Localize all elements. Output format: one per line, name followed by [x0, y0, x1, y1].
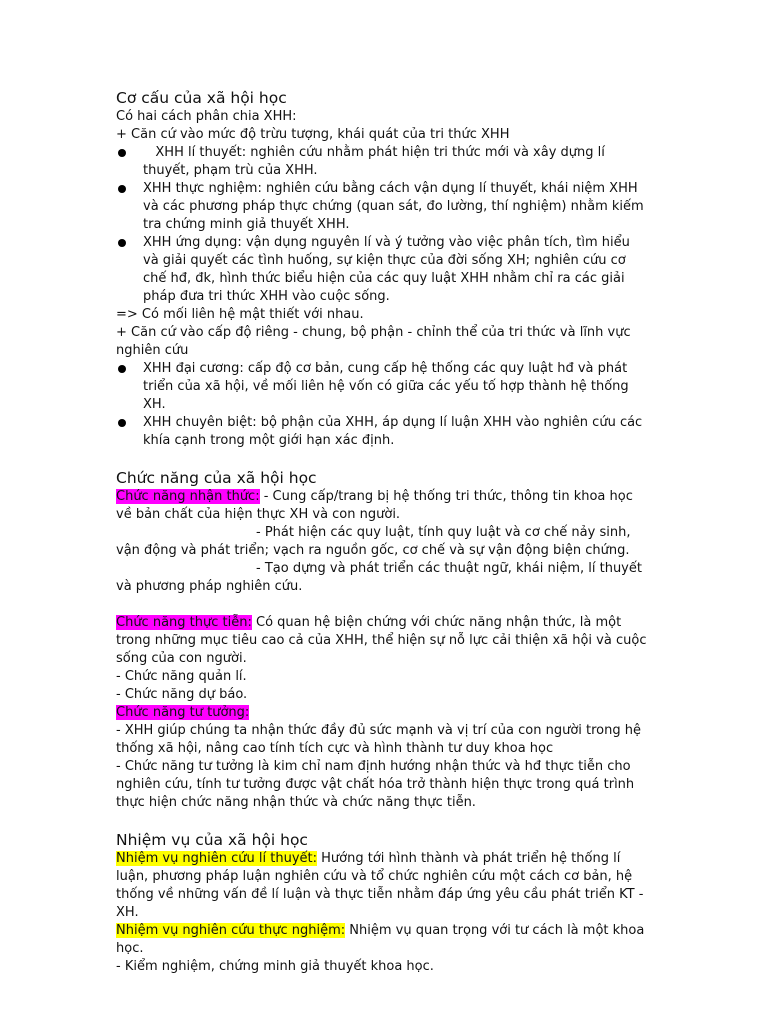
bullet-icon — [118, 149, 126, 157]
list-item-text: XHH thực nghiệm: nghiên cứu bằng cách vận dụng lí thuyết, khái niệm XHH và các phương pháp thực chứng (quan sát, đo lường, thí nghiệm) nhằm kiếm tra chứng minh giả thuyết XHH. — [143, 181, 644, 232]
paragraph-text: - Phát hiện các quy luật, tính quy luật và cơ chế nảy sinh, vận động và phát triển; vạch ra nguồn gốc, cơ chế và sự vận động biện chứng. — [116, 525, 631, 558]
paragraph-ideology-1: - XHH giúp chúng ta nhận thức đầy đủ sức mạnh và vị trí của con người trong hệ thống xã hội, nâng cao tính tích cực và hình thành tư duy khoa học — [116, 723, 641, 756]
paragraph-practical-sub-2: - Chức năng dự báo. — [116, 687, 248, 702]
list-item-text: XHH đại cương: cấp độ cơ bản, cung cấp hệ thống các quy luật hđ và phát triển của xã hội, về mối liên hệ vốn có giữa các yếu tố hợp thành hệ thống XH. — [143, 361, 629, 412]
paragraph-theory — [116, 850, 648, 922]
list-item — [116, 234, 648, 306]
highlight-label: Nhiệm vụ nghiên cứu thực nghiệm: — [116, 923, 346, 938]
list-item — [116, 144, 648, 180]
paragraph-text: Hướng tới hình thành và phát triển hệ thống lí luận, phương pháp luận nghiên cứu và tổ chức nghiên cứu một cách cơ bản, hệ thống về những vấn đề lí luận và thực tiễn nhằm đáp ứng yêu cầu phát triển KT - XH. — [116, 851, 644, 920]
paragraph-cognitive — [116, 488, 648, 524]
paragraph-text: - Cung cấp/trang bị hệ thống tri thức, thông tin khoa học về bản chất của hiện thực XH và con người. — [116, 489, 633, 522]
bullet-icon — [118, 365, 126, 373]
bullet-icon — [118, 239, 126, 247]
paragraph-cognitive-2 — [116, 524, 648, 560]
section-title-tasks: Nhiệm vụ của xã hội học — [116, 831, 308, 849]
highlight-label: Chức năng nhận thức: — [116, 489, 260, 504]
list-item — [116, 180, 648, 234]
spacer — [116, 596, 648, 614]
paragraph-ideology-label — [116, 704, 648, 722]
paragraph-empirical-sub-1: - Kiểm nghiệm, chứng minh giả thuyết khoa học. — [116, 959, 434, 974]
list-item-text: XHH chuyên biệt: bộ phận của XHH, áp dụng lí luận XHH vào nghiên cứu các khía cạnh trong một giới hạn xác định. — [143, 415, 643, 448]
list-item — [116, 414, 648, 450]
bullet-icon — [118, 185, 126, 193]
list-item — [116, 360, 648, 414]
highlight-label: Nhiệm vụ nghiên cứu lí thuyết: — [116, 851, 318, 866]
paragraph-text: Nhiệm vụ quan trọng với tư cách là một khoa học. — [116, 923, 645, 956]
paragraph-cognitive-3 — [116, 560, 648, 596]
paragraph-text: - Tạo dựng và phát triển các thuật ngữ, khái niệm, lí thuyết và phương pháp nghiên cứu. — [116, 561, 642, 594]
paragraph-criterion-1: + Căn cứ vào mức độ trừu tượng, khái quát của tri thức XHH — [116, 127, 510, 142]
bullet-list-2 — [116, 360, 648, 450]
bullet-icon — [118, 419, 126, 427]
paragraph-intro: Có hai cách phân chia XHH: — [116, 109, 297, 124]
highlight-label: Chức năng tư tưởng: — [116, 705, 250, 720]
spacer — [116, 812, 648, 830]
paragraph-empirical — [116, 922, 648, 958]
paragraph-practical — [116, 614, 648, 668]
list-item-text: XHH lí thuyết: nghiên cứu nhằm phát hiện tri thức mới và xây dựng lí thuyết, phạm trù của XHH. — [143, 145, 610, 178]
paragraph-text: Có quan hệ biện chứng với chức năng nhận thức, là một trong những mục tiêu cao cả của XHH, thể hiện sự nỗ lực cải thiện xã hội và cuộc sống của con người. — [116, 615, 647, 666]
paragraph-criterion-2: + Căn cứ vào cấp độ riêng - chung, bộ phận - chỉnh thể của tri thức và lĩnh vực nghiên cứu — [116, 325, 631, 358]
spacer — [116, 450, 648, 468]
section-title-structure: Cơ cấu của xã hội học — [116, 89, 287, 107]
list-item-text: XHH ứng dụng: vận dụng nguyên lí và ý tưởng vào việc phân tích, tìm hiểu và giải quyết các tình huống, sự kiện thực của đời sống XH; nghiên cứu cơ chế hđ, đk, hình thức biểu hiện của các quy luật XHH nhằm chỉ ra các giải pháp đưa tri thức XHH vào cuộc sống. — [143, 235, 630, 304]
paragraph-ideology-2: - Chức năng tư tưởng là kim chỉ nam định hướng nhận thức và hđ thực tiễn cho nghiên cứu, tính tư tưởng được vật chất hóa trở thành hiện thực trong quá trình thực hiện chức năng nhận thức và chức năng thực tiễn. — [116, 759, 635, 810]
highlight-label: Chức năng thực tiễn: — [116, 615, 252, 630]
paragraph-practical-sub-1: - Chức năng quản lí. — [116, 669, 247, 684]
bullet-list-1 — [116, 144, 648, 306]
section-title-functions: Chức năng của xã hội học — [116, 469, 317, 487]
paragraph-conclusion: => Có mối liên hệ mật thiết với nhau. — [116, 307, 364, 322]
